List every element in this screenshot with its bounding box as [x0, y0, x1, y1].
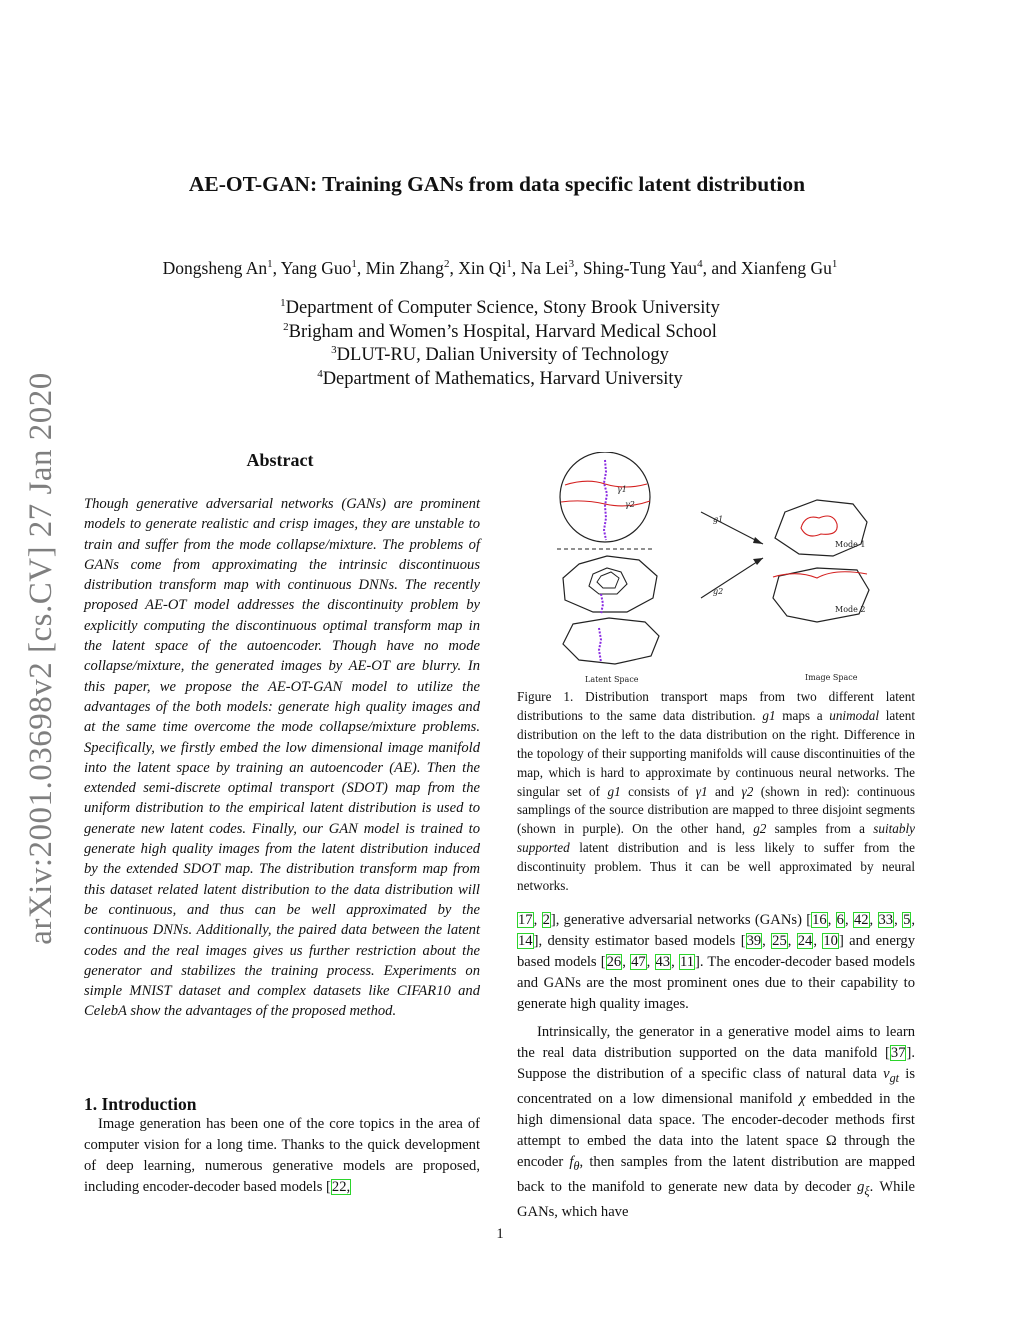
latent-ring-inner [589, 568, 627, 594]
distribution-transport-diagram [517, 452, 915, 686]
purple-segment-bottom [599, 628, 601, 662]
author: Min Zhang$^2$, [365, 258, 459, 278]
author: Yang Guo$^1$, [280, 258, 366, 278]
latent-bottom-shape [563, 618, 659, 664]
citation-link[interactable]: 39 [746, 933, 762, 949]
figure-1 [517, 452, 915, 686]
mode1-red-loop [801, 516, 837, 536]
arxiv-identifier-text: arXiv:2001.03698v2 [cs.CV] 27 Jan 2020 [22, 371, 59, 945]
gamma1-curve [565, 481, 647, 487]
citation-link[interactable]: 33 [878, 912, 894, 928]
citation-link[interactable]: 37 [890, 1045, 906, 1061]
citation-link[interactable]: 42 [853, 912, 869, 928]
citation-link[interactable]: 25 [772, 933, 787, 949]
g2-label: g2 [713, 587, 724, 596]
affiliation: $^4$Department of Mathematics, Harvard University [317, 367, 683, 389]
arxiv-identifier-stamp [20, 358, 62, 958]
gamma1-label: γ1 [617, 485, 627, 494]
introduction-paragraph-continued: 17, 2], generative adversarial networks (GANs) [16, 6, 42, 33, 5, 14], density estimator based models [39, 25, 24, 10] and energy based models [26, 47, 43, 11]. The encoder-decoder based models and GANs are the most prominent ones due to their capability to generate high quality images. [517, 912, 916, 1012]
citation-link[interactable]: 22, [331, 1179, 351, 1195]
author: Xianfeng Gu$^1$ [740, 258, 838, 278]
latent-ring-outer [563, 556, 657, 612]
g1-arrow [701, 512, 763, 544]
paper-title: AE-OT-GAN: Training GANs from data specific latent distribution [188, 172, 806, 196]
affiliation: $^3$DLUT-RU, Dalian University of Technology [331, 344, 669, 366]
author: Shing-Tung Yau$^4$, and [582, 258, 741, 278]
citation-link[interactable]: 14 [518, 933, 533, 949]
purple-segment-middle [601, 594, 603, 614]
citation-link[interactable]: 24 [797, 933, 813, 949]
mode2-label: Mode 2 [835, 605, 866, 614]
g1-label: g1 [713, 515, 724, 524]
affiliation-list [120, 297, 880, 391]
citation-link[interactable]: 5 [903, 912, 911, 928]
affiliation: $^2$Brigham and Women’s Hospital, Harvard Medical School [283, 320, 717, 342]
author: Na Lei$^3$, [520, 258, 583, 278]
citation-link[interactable]: 6 [836, 912, 844, 928]
introduction-heading: 1. Introduction [84, 1094, 197, 1114]
citation-link[interactable]: 43 [655, 954, 671, 970]
author-list [60, 258, 940, 279]
citation-link[interactable]: 26 [606, 954, 622, 970]
citation-link[interactable]: 16 [812, 912, 827, 928]
author: Dongsheng An$^1$, [162, 258, 281, 278]
g1-arrowhead [753, 537, 763, 544]
citation-link[interactable]: 2 [542, 912, 550, 928]
citation-link[interactable]: 10 [823, 933, 838, 949]
g2-arrow [701, 558, 763, 598]
abstract-text: Though generative adversarial networks (GANs) are prominent models to generate realistic and crisp images, they are unstable to train and suffer from the mode collapse/mixture. The problems of GANs come from approximating the intrinsic discontinuous distribution transform map with continuous DNNs. The recently proposed AE-OT model addresses the discontinuity problem by explicitly computing the discontinuous optimal transform map in the latent space of the autoencoder. Though have no mode collapse/mixture, the generated images by AE-OT are blurry. In this paper, we propose the AE-OT-GAN model to utilize the advantages of the both models: generate high quality images and at the same time overcome the mode collapse/mixture problems. Specifically, we firstly embed the low dimensional image manifold into the latent space by training an autoencoder (AE). Then the extended semi-discrete optimal transport (SDOT) map from the uniform distribution to the empirical latent distribution is used to generate new latent codes. Finally, our GAN model is trained to generate high quality images from the latent distribution induced by the extended SDOT map. The distribution transform map from this dataset related latent distribution to the data distribution will be continuous, and thus can be well approximated by the continuous DNNs. Additionally, the paired data between the latent codes and the real images gives us further restriction about the generator and stabilizes the training process. Experiments on simple MNIST dataset and complex datasets like CIFAR10 and CelebA show the advantages of the proposed method. [84, 496, 480, 1020]
latent-space-label: Latent Space [585, 675, 639, 684]
abstract-heading: Abstract [246, 450, 314, 470]
figure-1-caption: Figure 1. Distribution transport maps from two different latent distributions to the same data distribution. g1 maps a unimodal latent distribution on the left to the data distribution on the right. Difference in the topology of their supporting manifolds will cause discontinuities of the map, which is hard to approximate by continuous neural networks. The singular set of g1 consists of γ1 and γ2 (shown in red): continuous samplings of the source distribution are mapped to three disjoint segments (shown in purple). On the other hand, g2 samples from a suitably supported latent distribution and is less likely to suffer from the discontinuity problem. Thus it can be well approximated by neural networks. [517, 689, 915, 894]
introduction-right-column [517, 910, 915, 1223]
citation-link[interactable]: 47 [631, 954, 646, 970]
page-number: 1 [496, 1226, 504, 1242]
mode1-label: Mode 1 [835, 540, 866, 549]
affiliation: $^1$Department of Computer Science, Stony Brook University [280, 296, 720, 318]
author: Xin Qi$^1$, [458, 258, 521, 278]
citation-link[interactable]: 11 [679, 954, 694, 970]
citation-link[interactable]: 17 [518, 912, 533, 928]
image-space-label: Image Space [805, 673, 858, 682]
purple-segment-top [604, 460, 607, 540]
gamma2-label: γ2 [625, 500, 635, 509]
introduction-paragraph-2: Intrinsically, the generator in a generative model aims to learn the real data distribution supported on the data manifold [37]. Suppose the distribution of a specific class of natural data $\nu_{gt}$ is concentrated on a low dimensional manifold χ embedded in the high dimensional data space. The encoder-decoder methods first attempt to embed the data into the latent space Ω through the encoder $f_\theta$, then samples from the latent distribution are mapped back to the manifold to generate new data by decoder $g_\xi$. While GANs, which have [517, 1024, 915, 1220]
introduction-paragraph: Image generation has been one of the core topics in the area of computer vision for a long time. Thanks to the quick development of deep learning, numerous generative models are proposed, including encoder-decoder based models [22, [84, 1116, 480, 1195]
latent-hole [597, 572, 619, 588]
